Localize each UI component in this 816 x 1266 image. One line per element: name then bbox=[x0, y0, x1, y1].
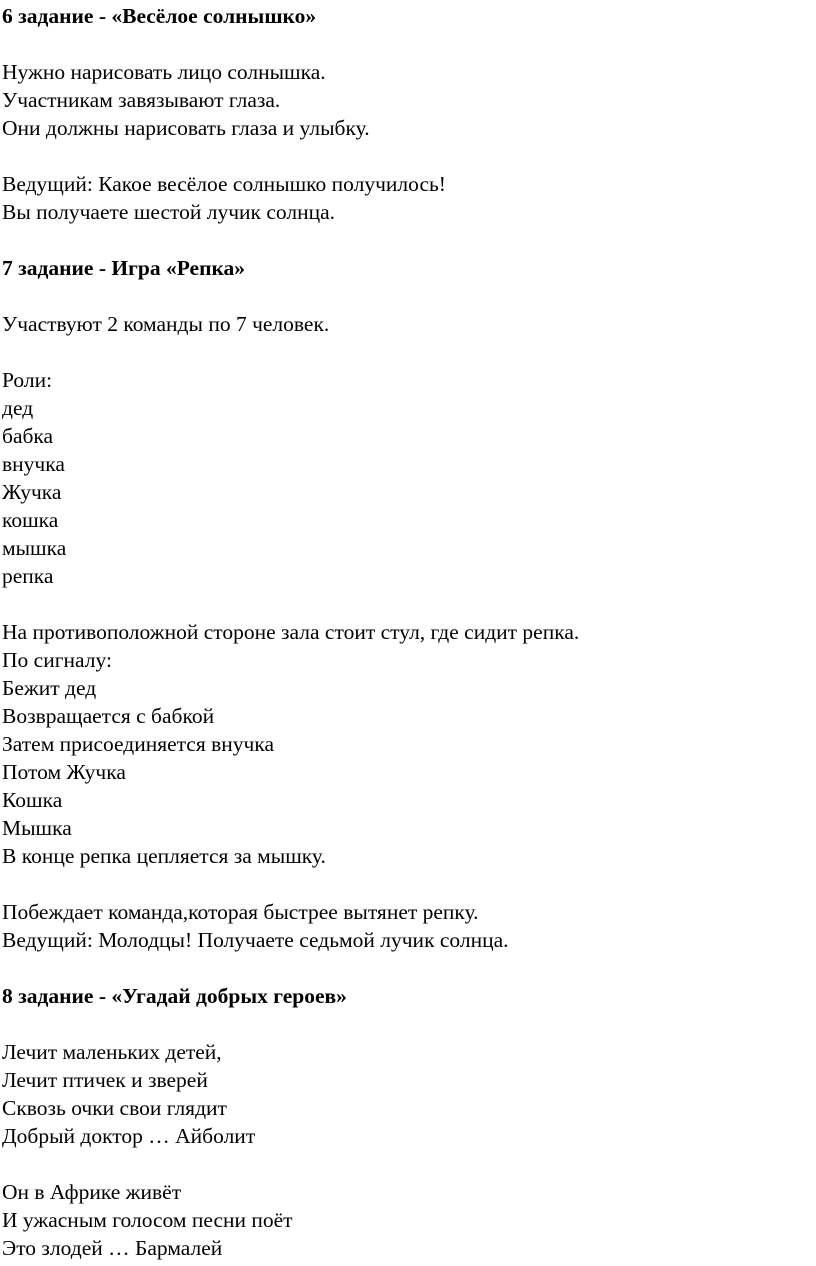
role-item: Жучка bbox=[2, 480, 62, 504]
riddle-line: Он в Африке живёт bbox=[2, 1180, 182, 1204]
riddle-line: Лечит маленьких детей, bbox=[2, 1040, 222, 1064]
section-6-text-line: Нужно нарисовать лицо солнышка. bbox=[2, 60, 326, 84]
section-7-text-line: Мышка bbox=[2, 816, 72, 840]
section-7-text-line: Побеждает команда,которая быстрее вытянет репку. bbox=[2, 900, 479, 924]
role-item: дед bbox=[2, 396, 34, 420]
section-7-text-line: Кошка bbox=[2, 788, 63, 812]
section-7-text-line: Возвращается с бабкой bbox=[2, 704, 215, 728]
role-item: кошка bbox=[2, 508, 59, 532]
role-item: внучка bbox=[2, 452, 65, 476]
role-item: репка bbox=[2, 564, 54, 588]
section-7-text-line: Бежит дед bbox=[2, 676, 97, 700]
section-6-text-line: Они должны нарисовать глаза и улыбку. bbox=[2, 116, 370, 140]
section-7-heading: 7 задание - Игра «Репка» bbox=[2, 256, 246, 280]
riddle-line: Это злодей … Бармалей bbox=[2, 1236, 223, 1260]
section-7-text-line: В конце репка цепляется за мышку. bbox=[2, 844, 326, 868]
section-6-text-line: Вы получаете шестой лучик солнца. bbox=[2, 200, 336, 224]
riddle-line: Сквозь очки свои глядит bbox=[2, 1096, 227, 1120]
role-item: бабка bbox=[2, 424, 54, 448]
section-7-text-line: Ведущий: Молодцы! Получаете седьмой лучик солнца. bbox=[2, 928, 509, 952]
section-7-text-line: На противоположной стороне зала стоит стул, где сидит репка. bbox=[2, 620, 580, 644]
section-7-text-line: Потом Жучка bbox=[2, 760, 126, 784]
role-item: мышка bbox=[2, 536, 67, 560]
roles-label: Роли: bbox=[2, 368, 53, 392]
section-6-text-line: Участникам завязывают глаза. bbox=[2, 88, 281, 112]
section-7-text-line: По сигналу: bbox=[2, 648, 112, 672]
riddle-line: Лечит птичек и зверей bbox=[2, 1068, 208, 1092]
section-6-heading: 6 задание - «Весёлое солнышко» bbox=[2, 4, 317, 28]
riddle-line: И ужасным голосом песни поёт bbox=[2, 1208, 293, 1232]
section-8-heading: 8 задание - «Угадай добрых героев» bbox=[2, 984, 347, 1008]
section-7-text-line: Участвуют 2 команды по 7 человек. bbox=[2, 312, 330, 336]
section-6-text-line: Ведущий: Какое весёлое солнышко получилось! bbox=[2, 172, 446, 196]
section-7-text-line: Затем присоединяется внучка bbox=[2, 732, 274, 756]
riddle-line: Добрый доктор … Айболит bbox=[2, 1124, 256, 1148]
